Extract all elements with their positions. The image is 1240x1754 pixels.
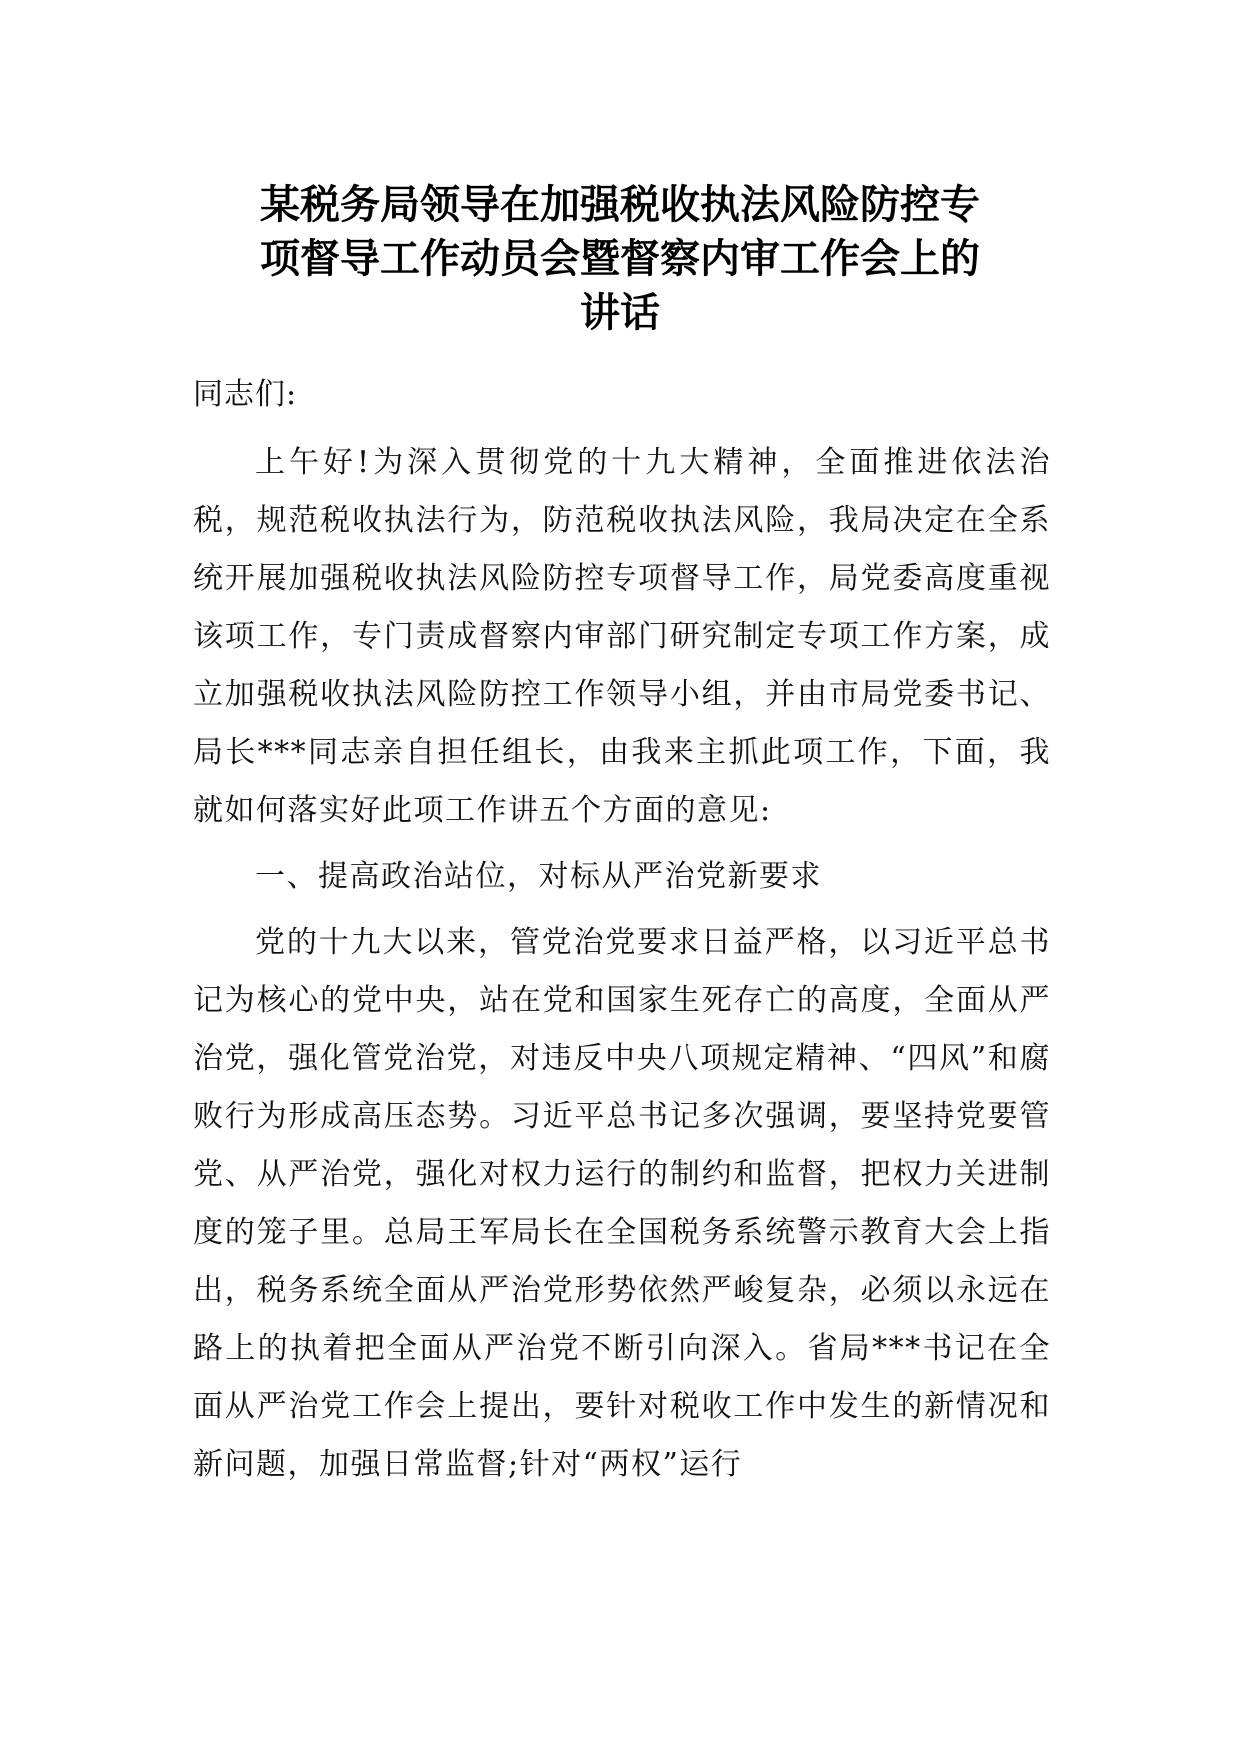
document-body: [193, 366, 1051, 1502]
paragraph-section-1: 党的十九大以来，管党治党要求日益严格，以习近平总书记为核心的党中央，站在党和国家生死存亡的高度，全面从严治党，强化管党治党，对违反中央八项规定精神、“四风”和腐败行为形成高压态势。习近平总书记多次强调，要坚持党要管党、从严治党，强化对权力运行的制约和监督，把权力关进制度的笼子里。总局王军局长在全国税务系统警示教育大会上指出，税务系统全面从严治党形势依然严峻复杂，必须以永远在路上的执着把全面从严治党不断引向深入。省局***书记在全面从严治党工作会上提出，要针对税收工作中发生的新情况和新问题，加强日常监督;针对“两权”运行: [193, 925, 1051, 1482]
paragraph-opening: 上午好!为深入贯彻党的十九大精神，全面推进依法治税，规范税收执法行为，防范税收执法风险，我局决定在全系统开展加强税收执法风险防控专项督导工作，局党委高度重视该项工作，专门责成督察内审部门研究制定专项工作方案，成立加强税收执法风险防控工作领导小组，并由市局党委书记、局长***同志亲自担任组长，由我来主抓此项工作，下面，我就如何落实好此项工作讲五个方面的意见:: [193, 445, 1051, 828]
section-heading-1: 一、提高政治站位，对标从严治党新要求: [255, 859, 822, 894]
title-line-2: 项督导工作动员会暨督察内审工作会上的: [260, 236, 980, 282]
title-line-1: 某税务局领导在加强税收执法风险防控专: [260, 182, 980, 228]
document-title: [150, 178, 1090, 340]
salutation: 同志们:: [193, 377, 298, 412]
title-line-3: 讲话: [580, 290, 660, 336]
